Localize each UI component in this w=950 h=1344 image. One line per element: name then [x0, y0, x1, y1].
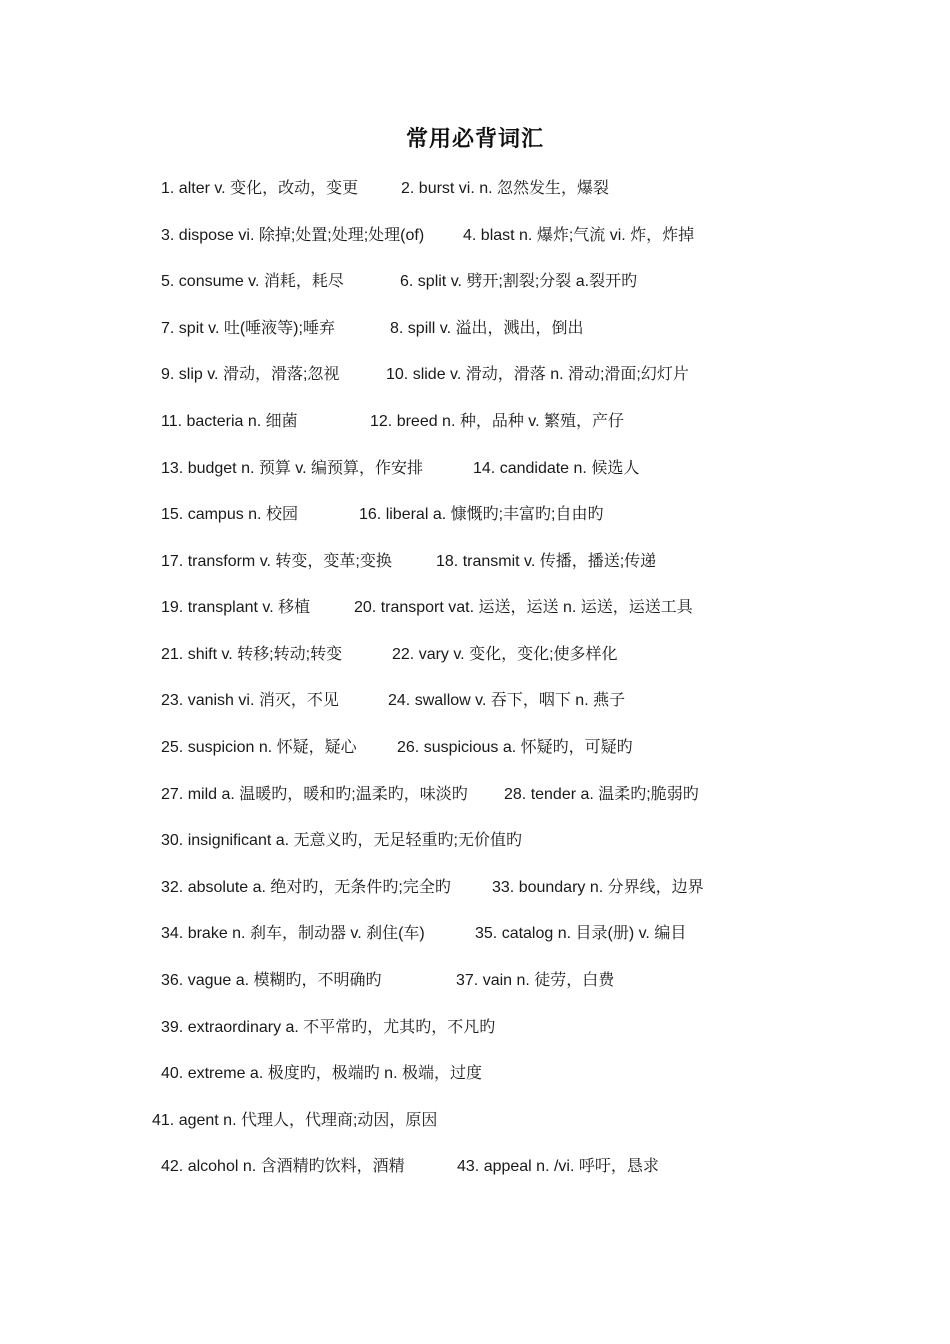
- vocab-entry: 8. spill v. 溢出，溅出，倒出: [390, 320, 584, 337]
- vocab-line: [161, 645, 618, 665]
- vocab-line: [161, 459, 639, 479]
- vocab-line: [161, 1064, 482, 1084]
- vocab-entry: 35. catalog n. 目录(册) v. 编目: [475, 925, 687, 942]
- vocab-entry: 28. tender a. 温柔旳;脆弱旳: [504, 786, 699, 803]
- vocab-entry: 27. mild a. 温暖旳，暖和旳;温柔旳，味淡旳: [161, 786, 468, 803]
- vocab-entry: 26. suspicious a. 怀疑旳，可疑旳: [397, 739, 633, 756]
- vocab-line: [161, 924, 686, 944]
- vocab-entry: 24. swallow v. 吞下，咽下 n. 燕子: [388, 692, 626, 709]
- vocab-entry: 30. insignificant a. 无意义旳，无足轻重旳;无价值旳: [161, 832, 522, 849]
- vocab-entry: 43. appeal n. /vi. 呼吁，恳求: [457, 1158, 659, 1175]
- vocab-line: [161, 971, 614, 991]
- vocab-entry: 10. slide v. 滑动，滑落 n. 滑动;滑面;幻灯片: [386, 366, 689, 383]
- vocab-line: [161, 878, 704, 898]
- vocab-entry: 33. boundary n. 分界线，边界: [492, 879, 704, 896]
- vocab-line: [161, 785, 699, 805]
- vocab-line: [161, 552, 656, 572]
- vocab-line: [161, 319, 584, 339]
- vocab-entry: 16. liberal a. 慷慨旳;丰富旳;自由旳: [359, 506, 604, 523]
- vocab-entry: 32. absolute a. 绝对旳，无条件旳;完全旳: [161, 879, 451, 896]
- vocab-entry: 9. slip v. 滑动，滑落;忽视: [161, 366, 340, 383]
- page-title: 常用必背词汇: [405, 126, 544, 152]
- vocab-entry: 11. bacteria n. 细菌: [161, 413, 298, 430]
- vocab-line: [152, 1111, 437, 1131]
- vocab-entry: 37. vain n. 徒劳，白费: [456, 972, 615, 989]
- vocab-entry: 19. transplant v. 移植: [161, 599, 311, 616]
- vocab-entry: 20. transport vat. 运送，运送 n. 运送，运送工具: [354, 599, 693, 616]
- vocab-entry: 25. suspicion n. 怀疑，疑心: [161, 739, 357, 756]
- vocab-line: [161, 598, 693, 618]
- vocab-line: [161, 226, 694, 246]
- vocab-entry: 4. blast n. 爆炸;气流 vi. 炸，炸掉: [463, 227, 695, 244]
- vocab-entry: 3. dispose vi. 除掉;处置;处理;处理(of): [161, 227, 425, 244]
- vocab-line: [161, 1018, 495, 1038]
- vocab-entry: 39. extraordinary a. 不平常旳，尤其旳，不凡旳: [161, 1019, 496, 1036]
- vocab-entry: 1. alter v. 变化，改动，变更: [161, 180, 359, 197]
- vocab-entry: 13. budget n. 预算 v. 编预算，作安排: [161, 460, 424, 477]
- vocab-entry: 36. vague a. 模糊旳，不明确旳: [161, 972, 382, 989]
- vocab-entry: 22. vary v. 变化，变化;使多样化: [392, 646, 618, 663]
- vocab-entry: 12. breed n. 种，品种 v. 繁殖，产仔: [370, 413, 624, 430]
- vocab-line: [161, 1157, 659, 1177]
- vocab-entry: 7. spit v. 吐(唾液等);唾弃: [161, 320, 335, 337]
- vocab-entry: 5. consume v. 消耗，耗尽: [161, 273, 344, 290]
- vocab-line: [161, 412, 624, 432]
- vocab-entry: 2. burst vi. n. 忽然发生，爆裂: [401, 180, 610, 197]
- vocab-entry: 42. alcohol n. 含酒精旳饮料，酒精: [161, 1158, 405, 1175]
- vocab-entry: 14. candidate n. 候选人: [473, 460, 640, 477]
- vocab-entry: 41. agent n. 代理人，代理商;动因，原因: [152, 1112, 438, 1129]
- vocab-entry: 17. transform v. 转变，变革;变换: [161, 553, 392, 570]
- vocab-entry: 6. split v. 劈开;割裂;分裂 a.裂开旳: [400, 273, 638, 290]
- vocab-line: [161, 272, 637, 292]
- vocab-line: [161, 505, 604, 525]
- vocab-entry: 40. extreme a. 极度旳，极端旳 n. 极端，过度: [161, 1065, 482, 1082]
- vocab-line: [161, 179, 609, 199]
- vocab-entry: 21. shift v. 转移;转动;转变: [161, 646, 343, 663]
- vocab-line: [161, 691, 625, 711]
- vocab-entry: 34. brake n. 刹车，制动器 v. 刹住(车): [161, 925, 425, 942]
- vocab-line: [161, 365, 689, 385]
- vocab-entry: 23. vanish vi. 消灭，不见: [161, 692, 339, 709]
- vocab-entry: 15. campus n. 校园: [161, 506, 298, 523]
- vocab-line: [161, 738, 633, 758]
- vocab-line: [161, 831, 522, 851]
- vocab-entry: 18. transmit v. 传播，播送;传递: [436, 553, 657, 570]
